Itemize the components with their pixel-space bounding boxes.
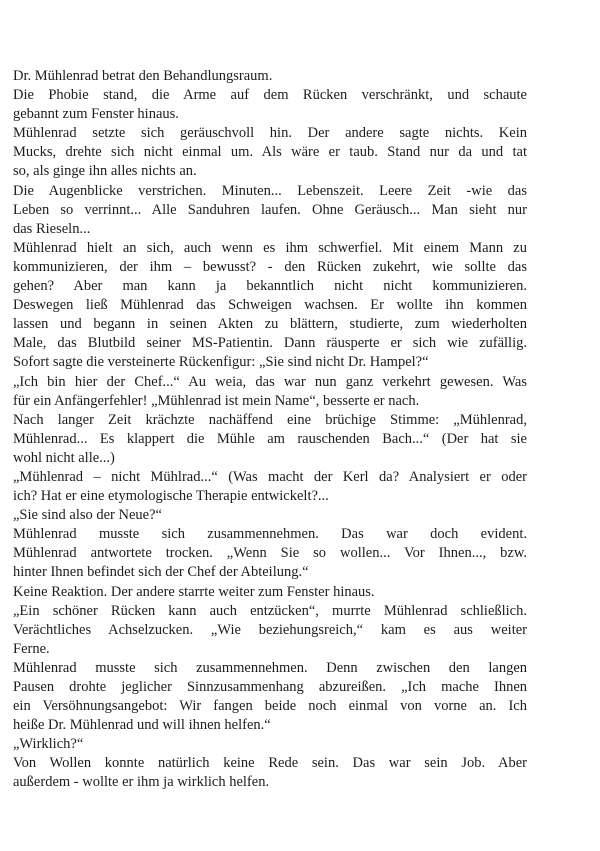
text-line: heiße Dr. Mühlenrad und will ihnen helfen.“	[13, 717, 271, 734]
text-line: Deswegen ließ Mühlenrad das Schweigen wachsen. Er wollte ihn kommen	[13, 297, 527, 314]
text-line: Von Wollen konnte natürlich keine Rede sein. Das war sein Job. Aber	[13, 755, 527, 772]
text-line: Mühlenrad hielt an sich, auch wenn es ihm schwerfiel. Mit einem Mann zu	[13, 239, 527, 256]
text-line: Nach langer Zeit krächzte nachäffend eine brüchige Stimme: „Mühlenrad,	[13, 411, 527, 428]
text-line: Verächtliches Achselzucken. „Wie beziehungsreich,“ kam es aus weiter	[13, 621, 527, 638]
page-text	[13, 67, 527, 793]
text-line: Mühlenrad... Es klappert die Mühle am rauschenden Bach...“ (Der hat sie	[13, 430, 527, 447]
text-line: so, als ginge ihn alles nichts an.	[13, 163, 197, 180]
text-line: Mühlenrad musste sich zusammennehmen. Denn zwischen den langen	[13, 659, 527, 676]
text-line: lassen und begann in seinen Akten zu blättern, studierte, zum wiederholten	[13, 316, 527, 333]
text-line: ich? Hat er eine etymologische Therapie entwickelt?...	[13, 488, 329, 505]
text-line: „Ein schöner Rücken kann auch entzücken“, murrte Mühlenrad schließlich.	[13, 602, 527, 619]
text-line: Mühlenrad musste sich zusammennehmen. Das war doch evident.	[13, 526, 527, 543]
text-line: „Mühlenrad – nicht Mühlrad...“ (Was macht der Kerl da? Analysiert er oder	[13, 468, 527, 485]
text-line: „Ich bin hier der Chef...“ Au weia, das war nun ganz verkehrt gewesen. Was	[13, 373, 527, 390]
text-line: kommunizieren, der ihm – bewusst? - den Rücken zukehrt, wie sollte das	[13, 258, 527, 275]
text-line: außerdem - wollte er ihm ja wirklich helfen.	[13, 774, 270, 791]
text-line: Mühlenrad setzte sich geräuschvoll hin. Der andere sagte nichts. Kein	[13, 125, 527, 142]
text-line: „Sie sind also der Neue?“	[13, 507, 162, 524]
text-line: für ein Anfängerfehler! „Mühlenrad ist mein Name“, besserte er nach.	[13, 392, 420, 409]
text-line: Dr. Mühlenrad betrat den Behandlungsraum.	[13, 68, 273, 84]
text-line: hinter Ihnen befindet sich der Chef der Abteilung.“	[13, 564, 309, 581]
text-line: wohl nicht alle...)	[13, 449, 115, 466]
text-line: Die Phobie stand, die Arme auf dem Rücken verschränkt, und schaute	[13, 87, 527, 104]
text-line: „Wirklich?“	[13, 736, 84, 753]
text-line: ein Versöhnungsangebot: Wir fangen beide noch einmal von vorne an. Ich	[13, 698, 527, 715]
text-line: Mühlenrad antwortete trocken. „Wenn Sie so wollen... Vor Ihnen..., bzw.	[13, 545, 527, 562]
text-line: Ferne.	[13, 640, 50, 657]
text-line: Keine Reaktion. Der andere starrte weiter zum Fenster hinaus.	[13, 583, 375, 600]
text-line: Sofort sagte die versteinerte Rückenfigur: „Sie sind nicht Dr. Hampel?“	[13, 354, 429, 371]
text-line: Mucks, drehte sich nicht einmal um. Als wäre er taub. Stand nur da und tat	[13, 144, 527, 161]
text-line: Die Augenblicke verstrichen. Minuten... Lebenszeit. Leere Zeit -wie das	[13, 182, 527, 199]
text-line: Pausen drohte jeglicher Sinnzusammenhang abzureißen. „Ich mache Ihnen	[13, 679, 527, 695]
text-line: gehen? Aber man kann ja bekanntlich nicht nicht kommunizieren.	[13, 278, 527, 295]
text-line: Leben so verrinnt... Alle Sanduhren laufen. Ohne Geräusch... Man sieht nur	[13, 201, 527, 218]
text-line: gebannt zum Fenster hinaus.	[13, 106, 179, 123]
text-line: Male, das Blutbild seiner MS-Patientin. Dann räusperte er sich wie zufällig.	[13, 335, 527, 352]
text-line: das Rieseln...	[13, 220, 91, 237]
